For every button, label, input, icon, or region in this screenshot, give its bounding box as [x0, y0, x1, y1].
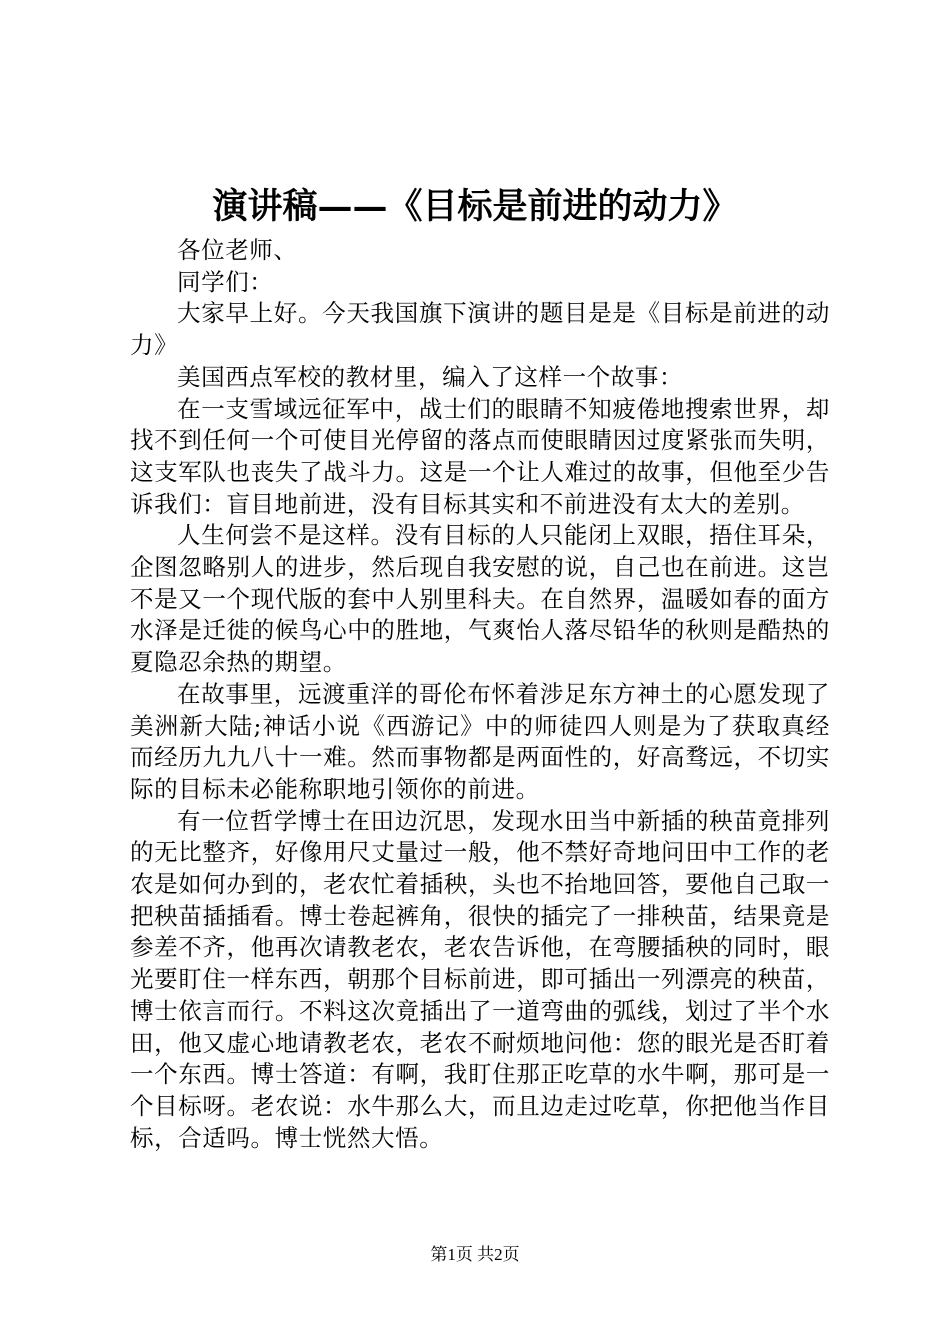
document-title: 演讲稿——《目标是前进的动力》	[212, 186, 738, 227]
paragraph-philosopher-story: 有一位哲学博士在田边沉思，发现水田当中新插的秧苗竟排列的无比整齐，好像用尺丈量过一般，他不禁好奇地问田中工作的老农是如何办到的，老农忙着插秧，头也不抬地回答，要他自己取一把秧苗插插看。博士卷起裤角，很快的插完了一排秧苗，结果竟是参差不齐，他再次请教老农，老农告诉他，在弯腰插秧的同时，眼光要盯住一样东西，朝那个目标前进，即可插出一列漂亮的秧苗，博士依言而行。不料这次竟插出了一道弯曲的弧线，划过了半个水田，他又虚心地请教老农，老农不耐烦地问他：您的眼光是否盯着一个东西。博士答道：有啊，我盯住那正吃草的水牛啊，那可是一个目标呀。老农说：水牛那么大，而且边走过吃草，你把他当作目标，合适吗。博士恍然大悟。	[130, 806, 830, 1152]
paragraph-story-intro: 美国西点军校的教材里，编入了这样一个故事：	[177, 362, 684, 391]
document-body	[130, 235, 830, 1154]
paragraph-columbus: 在故事里，远渡重洋的哥伦布怀着涉足东方神土的心愿发现了美洲新大陆;神话小说《西游记》中的师徒四人则是为了获取真经而经历九九八十一难。然而事物都是两面性的，好高骛远，不切实际的目标未必能称职地引领你的前进。	[130, 679, 830, 803]
salutation-teachers: 各位老师、	[177, 236, 298, 264]
salutation-students: 同学们：	[177, 267, 274, 296]
page-footer: 第1页 共2页	[430, 1245, 520, 1264]
paragraph-life-reflection: 人生何尝不是这样。没有目标的人只能闭上双眼，捂住耳朵，企图忽略别人的进步，然后现自我安慰的说，自己也在前进。这岂不是又一个现代版的套中人别里科夫。在自然界，温暖如春的面方水泽是迁徙的候鸟心中的胜地，气爽怡人落尽铅华的秋则是酷热的夏隐忍余热的期望。	[130, 521, 830, 677]
paragraph-expedition-story: 在一支雪域远征军中，战士们的眼睛不知疲倦地搜索世界，却找不到任何一个可使目光停留的落点而使眼睛因过度紧张而失明，这支军队也丧失了战斗力。这是一个让人难过的故事，但他至少告诉我们：盲目地前进，没有目标其实和不前进没有太大的差别。	[130, 394, 830, 518]
paragraph-greeting: 大家早上好。今天我国旗下演讲的题目是是《目标是前进的动力》	[130, 299, 830, 360]
